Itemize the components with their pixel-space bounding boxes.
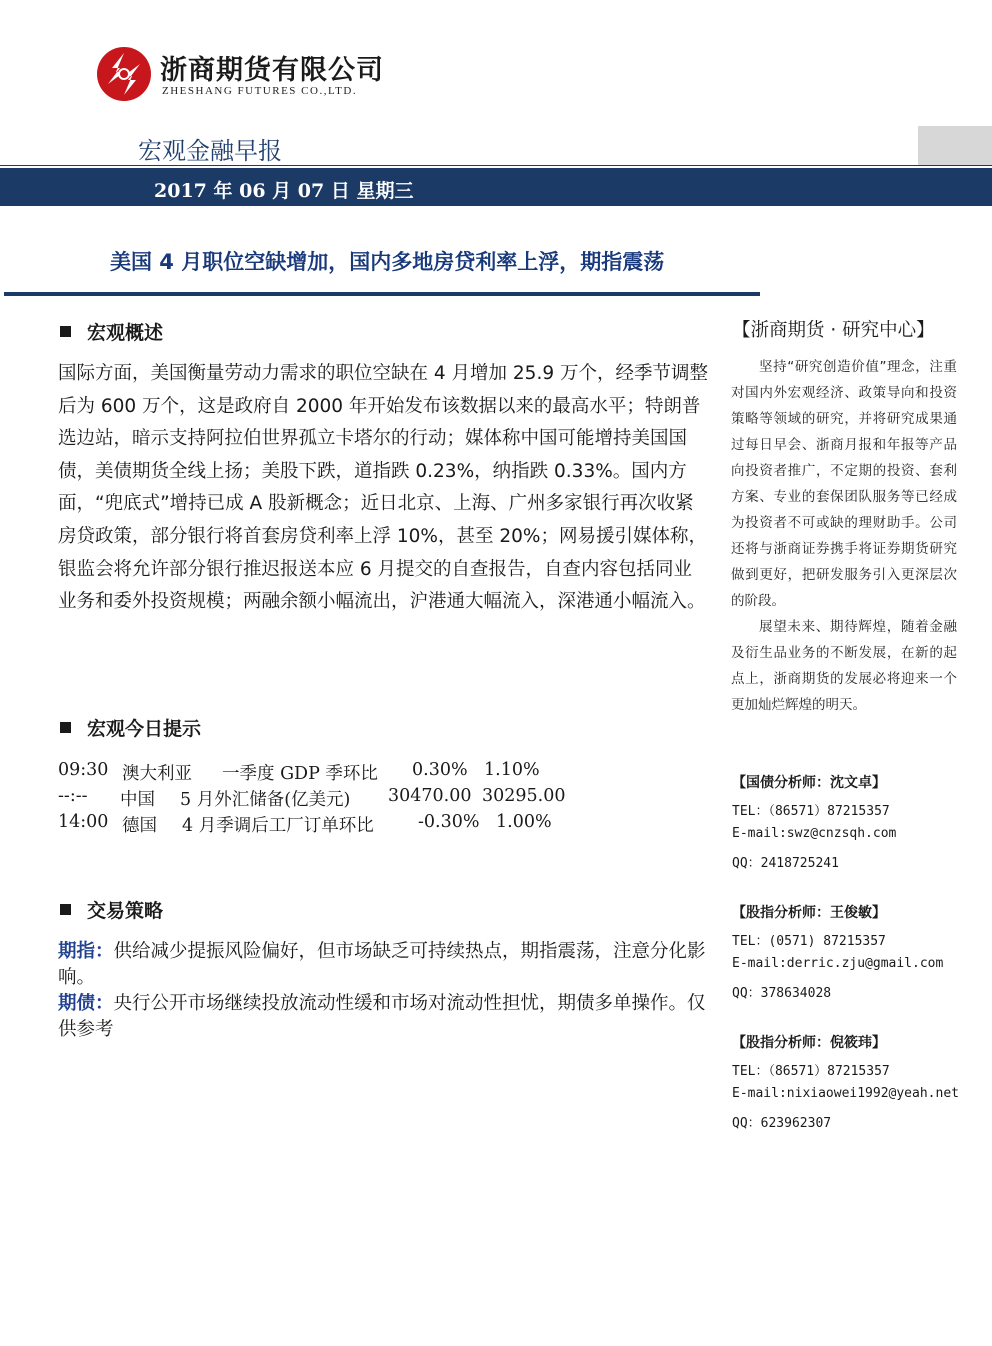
tip-item: 4 月季调后工厂订单环比 xyxy=(182,816,374,836)
analyst-name: 【股指分析师：王俊敏】 xyxy=(732,905,886,921)
tip-item: 5 月外汇储备(亿美元) xyxy=(180,790,351,810)
tip-expected: 1.10% xyxy=(484,760,540,780)
date-bar xyxy=(0,168,992,206)
strategy-text: 央行公开市场继续投放流动性缓和市场对流动性担忧，期债多单操作。仅供参考 xyxy=(58,993,706,1040)
analyst-email[interactable]: E-mail:nixiaowei1992@yeah.net xyxy=(732,1086,959,1101)
section-title: 交易策略 xyxy=(87,900,164,922)
strategy-label: 期债： xyxy=(58,993,114,1014)
strategy-label: 期指： xyxy=(58,941,114,962)
analyst-tel: TEL：(0571) 87215357 xyxy=(732,934,886,949)
tip-prev: -0.30% xyxy=(418,812,480,832)
tip-country: 中国 xyxy=(120,790,155,810)
company-logo-icon xyxy=(96,46,152,102)
report-headline: 美国 4 月职位空缺增加，国内多地房贷利率上浮，期指震荡 xyxy=(110,250,665,274)
strategy-text: 供给减少提振风险偏好，但市场缺乏可持续热点，期指震荡，注意分化影响。 xyxy=(58,941,706,988)
analyst-qq: QQ：623962307 xyxy=(732,1116,832,1131)
report-date: 2017 年 06 月 07 日 星期三 xyxy=(154,180,414,202)
section-heading-overview xyxy=(60,318,163,345)
tip-time: 14:00 xyxy=(58,812,109,832)
tip-time: 09:30 xyxy=(58,760,109,780)
tip-expected: 1.00% xyxy=(496,812,552,832)
tip-country: 德国 xyxy=(122,816,157,836)
analyst-tel: TEL：（86571）87215357 xyxy=(732,804,890,819)
bullet-square-icon xyxy=(60,904,71,915)
header-gray-block xyxy=(918,126,992,166)
section-heading-today-tips xyxy=(60,714,201,741)
bullet-square-icon xyxy=(60,326,71,337)
strategy-item-index-futures xyxy=(58,939,714,991)
tip-item: 一季度 GDP 季环比 xyxy=(222,764,378,784)
analyst-tel: TEL：（86571）87215357 xyxy=(732,1064,890,1079)
bullet-square-icon xyxy=(60,722,71,733)
analyst-name: 【国债分析师：沈文卓】 xyxy=(732,775,886,791)
overview-paragraph: 国际方面，美国衡量劳动力需求的职位空缺在 4 月增加 25.9 万个，经季节调整后为 600 万个，这是政府自 2000 年开始发布该数据以来的最高水平；特朗普选边站，暗示支持阿拉伯世界孤立卡塔尔的行动；媒体称中国可能增持美国国债，美债期货全线上扬；美股下跌，道指跌 0.23%，纳指跌 0.33%。国内方面，“兜底式”增持已成 A 股新概念；近日北京、上海、广州多家银行再次收紧房贷政策，部分银行将首套房贷利率上浮 10%，甚至 20%；网易援引媒体称，银监会将允许部分银行推迟报送本应 6 月提交的自查报告，自查内容包括同业业务和委外投资规模；两融余额小幅流出，沪港通大幅流入，深港通小幅流入。 xyxy=(58,363,708,613)
sidebar-paragraph: 坚持“研究创造价值”理念，注重对国内外宏观经济、政策导向和投资策略等领域的研究，并将研究成果通过每日早会、浙商月报和年报等产品向投资者推广，不定期的投资、套利方案、专业的套保团队服务等已经成为投资者不可或缺的理财助手。公司还将与浙商证券携手将证券期货研究做到更好，把研发服务引入更深层次的阶段。 xyxy=(731,359,957,609)
company-name-en: ZHESHANG FUTURES CO.,LTD. xyxy=(162,85,358,97)
section-heading-strategy xyxy=(60,896,163,923)
company-name-cn: 浙商期货有限公司 xyxy=(160,55,384,86)
header-divider xyxy=(0,165,992,166)
sidebar-paragraph: 展望未来、期待辉煌，随着金融及衍生品业务的不断发展，在新的起点上，浙商期货的发展必将迎来一个更加灿烂辉煌的明天。 xyxy=(731,619,957,713)
tip-prev: 0.30% xyxy=(412,760,468,780)
analyst-name: 【股指分析师：倪筱玮】 xyxy=(732,1035,886,1051)
headline-divider xyxy=(4,292,760,296)
tip-expected: 30295.00 xyxy=(482,786,566,806)
tip-time: --:-- xyxy=(58,786,88,806)
analyst-email[interactable]: E-mail:derric.zju@gmail.com xyxy=(732,956,944,971)
section-title: 宏观概述 xyxy=(87,322,164,344)
analyst-email[interactable]: E-mail:swz@cnzsqh.com xyxy=(732,826,897,841)
strategy-item-bond-futures xyxy=(58,991,714,1043)
tip-prev: 30470.00 xyxy=(388,786,472,806)
section-title: 宏观今日提示 xyxy=(87,718,202,740)
analyst-qq: QQ：2418725241 xyxy=(732,856,839,871)
analyst-qq: QQ：378634028 xyxy=(732,986,832,1001)
report-type: 宏观金融早报 xyxy=(138,137,282,165)
tip-country: 澳大利亚 xyxy=(122,764,192,784)
sidebar-title: 【浙商期货 · 研究中心】 xyxy=(732,320,935,341)
